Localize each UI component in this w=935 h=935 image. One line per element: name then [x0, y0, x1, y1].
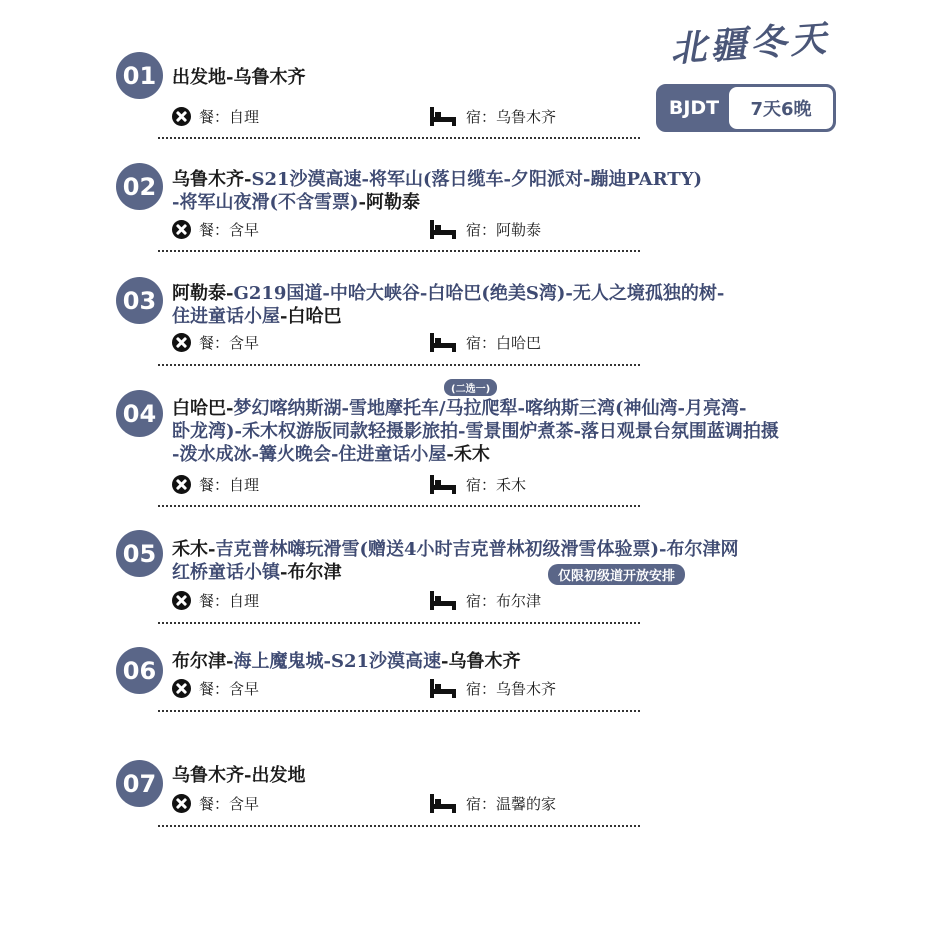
utensils-icon [172, 333, 191, 352]
route-line [172, 538, 739, 561]
brand-badge [656, 84, 836, 132]
meal-info [172, 219, 259, 240]
note-tag: (二选一) [444, 379, 497, 396]
route-place: 布尔津- [172, 651, 234, 672]
day-number: 06 [116, 647, 163, 694]
meal-info [172, 793, 259, 814]
route-line [172, 282, 724, 305]
stay-info [430, 332, 541, 353]
stay-label: 宿：阿勒泰 [466, 221, 542, 239]
meal-label: 餐：自理 [199, 476, 260, 494]
route-text [172, 66, 305, 89]
stay-label: 宿：白哈巴 [466, 334, 542, 352]
route-text [172, 397, 779, 466]
day-number: 04 [116, 390, 163, 437]
route-line [172, 305, 724, 328]
stay-info [430, 678, 556, 699]
route-highlight: 海上魔鬼城-S21沙漠高速 [233, 651, 442, 672]
day-info [172, 332, 642, 356]
day-number: 02 [116, 163, 163, 210]
route-line [172, 443, 779, 466]
meal-label: 餐：自理 [199, 592, 260, 610]
route-highlight: -泼水成冰-篝火晚会-住进童话小屋 [172, 444, 447, 465]
day-info [172, 219, 642, 243]
bed-icon [430, 794, 456, 813]
bed-icon [430, 475, 456, 494]
stay-label: 宿：乌鲁木齐 [466, 680, 557, 698]
brand-block [652, 14, 842, 124]
stay-label: 宿：温馨的家 [466, 795, 557, 813]
dotted-divider [158, 825, 640, 827]
meal-label: 餐：含早 [199, 795, 260, 813]
route-line [172, 650, 521, 673]
day-number: 01 [116, 52, 163, 99]
route-line [172, 397, 779, 420]
dotted-divider [158, 505, 640, 507]
day-info [172, 678, 642, 702]
route-text [172, 282, 724, 328]
stay-info [430, 106, 556, 127]
stay-info [430, 474, 526, 495]
stay-info [430, 590, 541, 611]
route-place: 白哈巴- [172, 398, 234, 419]
route-highlight: 住进童话小屋 [172, 306, 280, 327]
stay-label: 宿：乌鲁木齐 [466, 108, 557, 126]
day-number: 07 [116, 760, 163, 807]
utensils-icon [172, 679, 191, 698]
route-highlight: 吉克普林嗨玩滑雪(赠送4小时吉克普林初级滑雪体验票)-布尔津网 [215, 539, 739, 560]
route-line [172, 420, 779, 443]
dotted-divider [158, 364, 640, 366]
meal-info [172, 332, 259, 353]
route-place: 乌鲁木齐-出发地 [172, 765, 306, 786]
meal-label: 餐：含早 [199, 680, 260, 698]
route-place: 乌鲁木齐- [172, 169, 252, 190]
route-line [172, 168, 702, 191]
meal-label: 餐：含早 [199, 334, 260, 352]
route-place: -阿勒泰 [358, 192, 420, 213]
route-place: -乌鲁木齐 [441, 651, 521, 672]
meal-label: 餐：自理 [199, 108, 260, 126]
utensils-icon [172, 794, 191, 813]
brand-title: 北疆冬天 [668, 17, 832, 71]
stay-label: 宿：禾木 [466, 476, 527, 494]
dotted-divider [158, 250, 640, 252]
day-number: 03 [116, 277, 163, 324]
day-info [172, 590, 642, 614]
route-highlight: 梦幻喀纳斯湖-雪地摩托车/马拉爬犁-喀纳斯三湾(神仙湾-月亮湾- [233, 398, 747, 419]
route-place: -布尔津 [280, 562, 342, 583]
dotted-divider [158, 137, 640, 139]
route-place: 出发地-乌鲁木齐 [172, 67, 306, 88]
brand-duration: 7天6晚 [729, 87, 833, 129]
route-highlight: S21沙漠高速-将军山(落日缆车-夕阳派对-蹦迪PARTY) [251, 169, 703, 190]
route-place: -白哈巴 [280, 306, 342, 327]
day-info [172, 793, 642, 817]
day-number: 05 [116, 530, 163, 577]
route-highlight: 卧龙湾)-禾木权游版同款轻摄影旅拍-雪景围炉煮茶-落日观景台氛围蓝调拍摄 [172, 421, 779, 442]
dotted-divider [158, 710, 640, 712]
utensils-icon [172, 220, 191, 239]
route-place: 禾木- [172, 539, 216, 560]
bed-icon [430, 333, 456, 352]
brand-code: BJDT [668, 97, 720, 119]
bed-icon [430, 591, 456, 610]
route-highlight: -将军山夜滑(不含雪票) [172, 192, 359, 213]
day-info [172, 474, 642, 498]
route-text [172, 764, 305, 787]
stay-info [430, 793, 556, 814]
note-tag: 仅限初级道开放安排 [548, 564, 685, 585]
route-place: -禾木 [446, 444, 490, 465]
route-text [172, 168, 702, 214]
utensils-icon [172, 107, 191, 126]
bed-icon [430, 679, 456, 698]
route-line [172, 191, 702, 214]
utensils-icon [172, 475, 191, 494]
route-place: 阿勒泰- [172, 283, 234, 304]
stay-label: 宿：布尔津 [466, 592, 542, 610]
route-highlight: 红桥童话小镇 [172, 562, 280, 583]
meal-info [172, 106, 259, 127]
route-highlight: G219国道-中哈大峡谷-白哈巴(绝美S湾)-无人之境孤独的树- [233, 283, 725, 304]
day-info [172, 106, 642, 130]
utensils-icon [172, 591, 191, 610]
meal-info [172, 474, 259, 495]
meal-info [172, 590, 259, 611]
bed-icon [430, 107, 456, 126]
dotted-divider [158, 622, 640, 624]
route-text [172, 650, 521, 673]
stay-info [430, 219, 541, 240]
meal-label: 餐：含早 [199, 221, 260, 239]
route-line [172, 764, 305, 787]
route-line [172, 66, 305, 89]
bed-icon [430, 220, 456, 239]
meal-info [172, 678, 259, 699]
